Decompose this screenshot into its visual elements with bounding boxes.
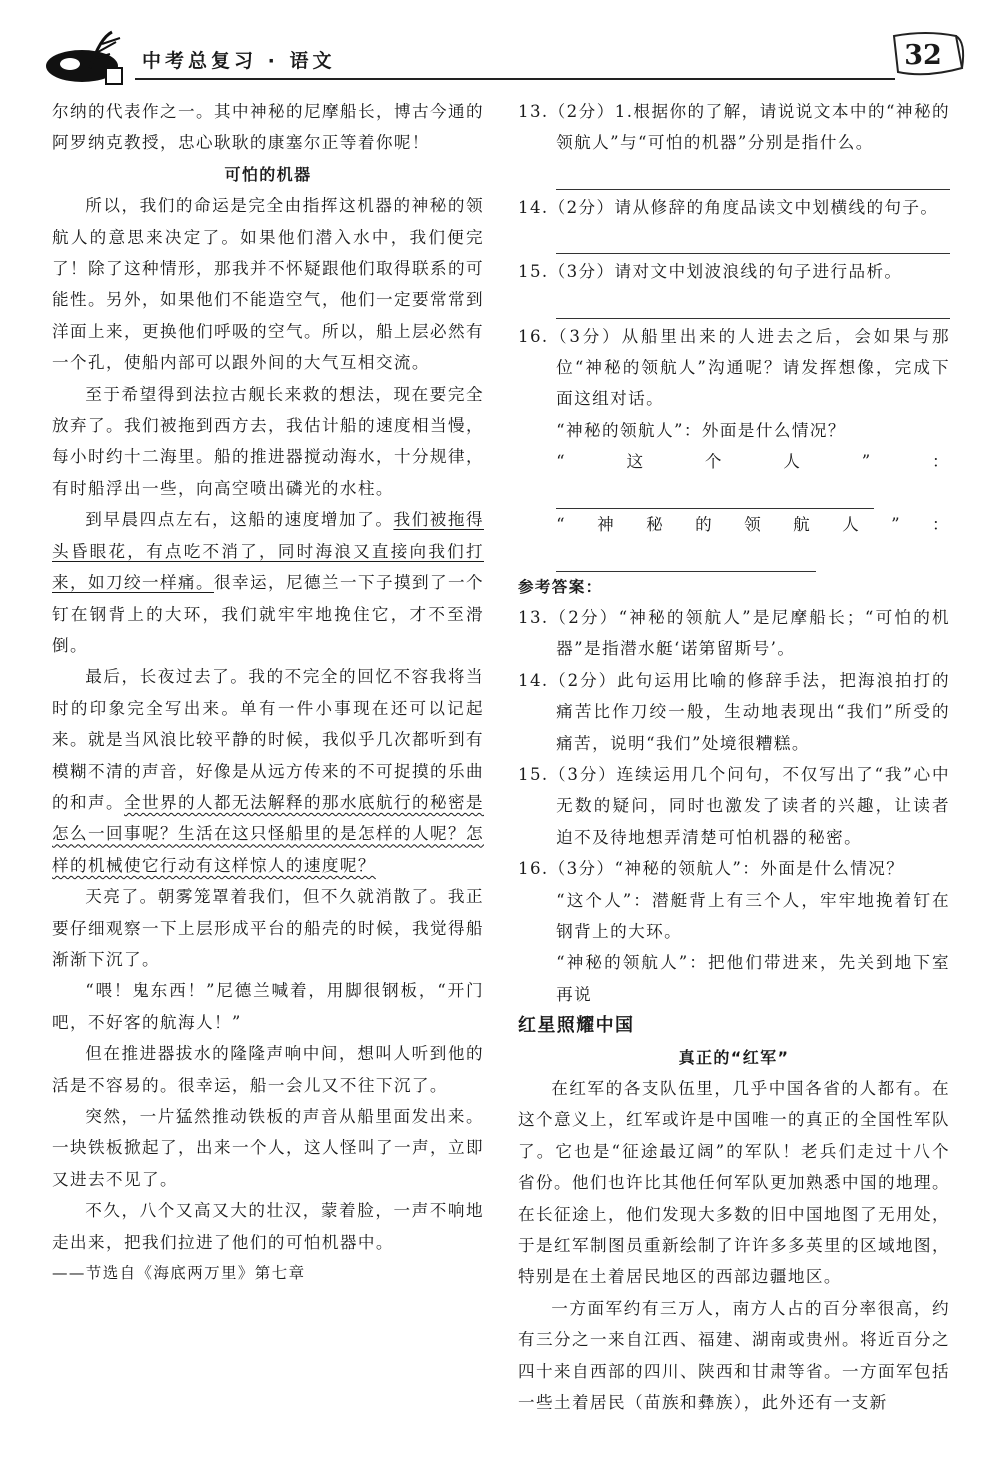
dialogue-line-2: [518, 446, 950, 509]
paragraph: 但在推进器拔水的隆隆声响中间，想叫人听到他的活是不容易的。很幸运，船一会儿又不往下沉了。: [52, 1044, 484, 1095]
question-16: 16.（3分）从船里出来的人进去之后，会如果与那位“神秘的领航人”沟通呢？请发挥想像，完成下面这组对话。: [518, 326, 950, 409]
dialogue-speaker: “神秘的领航人”：: [556, 515, 950, 535]
paragraph: 至于希望得到法拉古舰长来救的想法，现在要完全放弃了。我们被拖到西方去，我估计船的速度相当慢，每小时约十二海里。船的推进器搅动海水，十分规律，有时船浮出一些，向高空喷出磷光的水柱。: [52, 384, 484, 498]
text: 到早晨四点左右，这船的速度增加了。: [85, 510, 394, 530]
dialogue-line-1: “神秘的领航人”：外面是什么情况？: [556, 420, 846, 440]
text: 最后，长夜过去了。我的不完全的回忆不容我将当时的印象完全写出来。单有一件小事现在还可以记起来。就是当风浪比较平静的时候，我似乎几次都听到有模糊不清的声音，好像是从远方传来的不可捉摸的乐曲的和声。: [52, 667, 484, 812]
right-column: [518, 96, 950, 1418]
section-title-red-army: 真正的“红军”: [678, 1047, 790, 1067]
bamboo-logo-icon: [40, 28, 140, 88]
paragraph: 一方面军约有三万人，南方人占的百分率很高，约有三分之一来自江西、福建、湖南或贵州。将近百分之四十来自西部的四川、陕西和甘肃等省。一方面军包括一些土着居民（苗族和彝族），此外还有一支新: [518, 1298, 950, 1413]
answer-line[interactable]: [556, 159, 950, 190]
dialogue-line-3: [518, 509, 950, 572]
wavy-underlined-sentence: 全世界的人都无法解释的那水底航行的秘密是怎么一回事呢？生活在这只怪船里的是怎样的人呢？怎样的机械使它行动有这样惊人的速度呢？: [52, 792, 484, 875]
intro-paragraph: 尔纳的代表作之一。其中神秘的尼摩船长，博古今通的阿罗纳克教授，忠心耿耿的康塞尔正等着你呢！: [52, 102, 484, 153]
answer-13: 13.（2分）“神秘的领航人”是尼摩船长；“可怕的机器”是指潜水艇‘诺第留斯号’。: [518, 607, 950, 659]
answers-heading: 参考答案：: [518, 577, 603, 596]
paragraph: 不久，八个又高又大的壮汉，蒙着脸，一声不响地走出来，把我们拉进了他们的可怕机器中。: [52, 1201, 484, 1252]
header-title: 中考总复习 · 语文: [142, 50, 336, 72]
text: 很幸运，尼德兰一下子摸到了一个钉在钢背上的大环，我们就牢牢地挽住它，才不至滑倒。: [52, 573, 484, 655]
paragraph-wavy: [52, 661, 484, 881]
answer-16: 16.（3分）“神秘的领航人”：外面是什么情况？: [518, 859, 905, 879]
page-number: 32: [904, 40, 942, 71]
left-column: [52, 96, 484, 1289]
underlined-sentence: 我们被拖得头昏眼花，有点吃不消了，同时海浪又直接向我们打来，如刀绞一样痛。: [52, 510, 484, 593]
dialogue-blank[interactable]: [556, 486, 874, 509]
answer-14: 14.（2分）此句运用比喻的修辞手法，把海浪拍打的痛苦比作刀绞一般，生动地表现出“我们”所受的痛苦，说明“我们”处境很糟糕。: [518, 670, 950, 753]
header-divider: [135, 78, 895, 80]
answer-15: 15.（3分）连续运用几个问句，不仅写出了“我”心中无数的疑问，同时也激发了读者的兴趣，让读者迫不及待地想弄清楚可怕机器的秘密。: [518, 764, 950, 847]
paragraph: 在红军的各支队伍里，几乎中国各省的人都有。在这个意义上，红军或许是中国唯一的真正的全国性军队了。它也是“征途最辽阔”的军队！老兵们走过十八个省份。他们也许比其他任何军队更加熟悉中国的地理。在长征途上，他们发现大多数的旧中国地图了无用处，于是红军制图员重新绘制了许许多多英里的区域地图，特别是在土着居民地区的西部边疆地区。: [518, 1078, 950, 1287]
answer-16-dialogue-3: “神秘的领航人”：把他们带进来，先关到地下室再说: [556, 953, 950, 1004]
paragraph: 所以，我们的命运是完全由指挥这机器的神秘的领航人的意思来决定了。如果他们潜入水中，我们便完了！除了这种情形，那我并不怀疑跟他们取得联系的可能性。另外，如果他们不能造空气，他们一定要常常到洋面上来，更换他们呼吸的空气。所以，船上层必然有一个孔，使船内部可以跟外间的大气互相交流。: [52, 196, 484, 373]
answer-16-dialogue-2: “这个人”：潜艇背上有三个人，牢牢地挽着钉在钢背上的大环。: [556, 890, 950, 941]
paragraph: “喂！鬼东西！”尼德兰喊着，用脚很钢板，“开门吧，不好客的航海人！”: [52, 981, 484, 1032]
paragraph-underlined: [52, 504, 484, 661]
answer-line[interactable]: [556, 223, 950, 254]
paragraph: 天亮了。朝雾笼罩着我们，但不久就消散了。我正要仔细观察一下上层形成平台的船壳的时候，我觉得船渐渐下沉了。: [52, 887, 484, 969]
question-14: 14.（2分）请从修辞的角度品读文中划横线的句子。: [518, 197, 939, 217]
dialogue-speaker: “这个人”：: [556, 452, 950, 472]
question-15: 15.（3分）请对文中划波浪线的句子进行品析。: [518, 262, 903, 282]
question-13: 13.（2分）1.根据你的了解，请说说文本中的“神秘的领航人”与“可怕的机器”分别是指什么。: [518, 102, 950, 153]
paragraph: 突然，一片猛然推动铁板的声音从船里面发出来。一块铁板掀起了，出来一个人，这人怪叫了一声，立即又进去不见了。: [52, 1107, 484, 1189]
dialogue-blank[interactable]: [556, 549, 816, 572]
source-citation: ——节选自《海底两万里》第七章: [52, 1264, 306, 1283]
page-header: [0, 0, 1000, 90]
section-title-machine: 可怕的机器: [224, 164, 312, 184]
answer-line[interactable]: [556, 288, 950, 319]
book-title: 红星照耀中国: [518, 1015, 635, 1037]
